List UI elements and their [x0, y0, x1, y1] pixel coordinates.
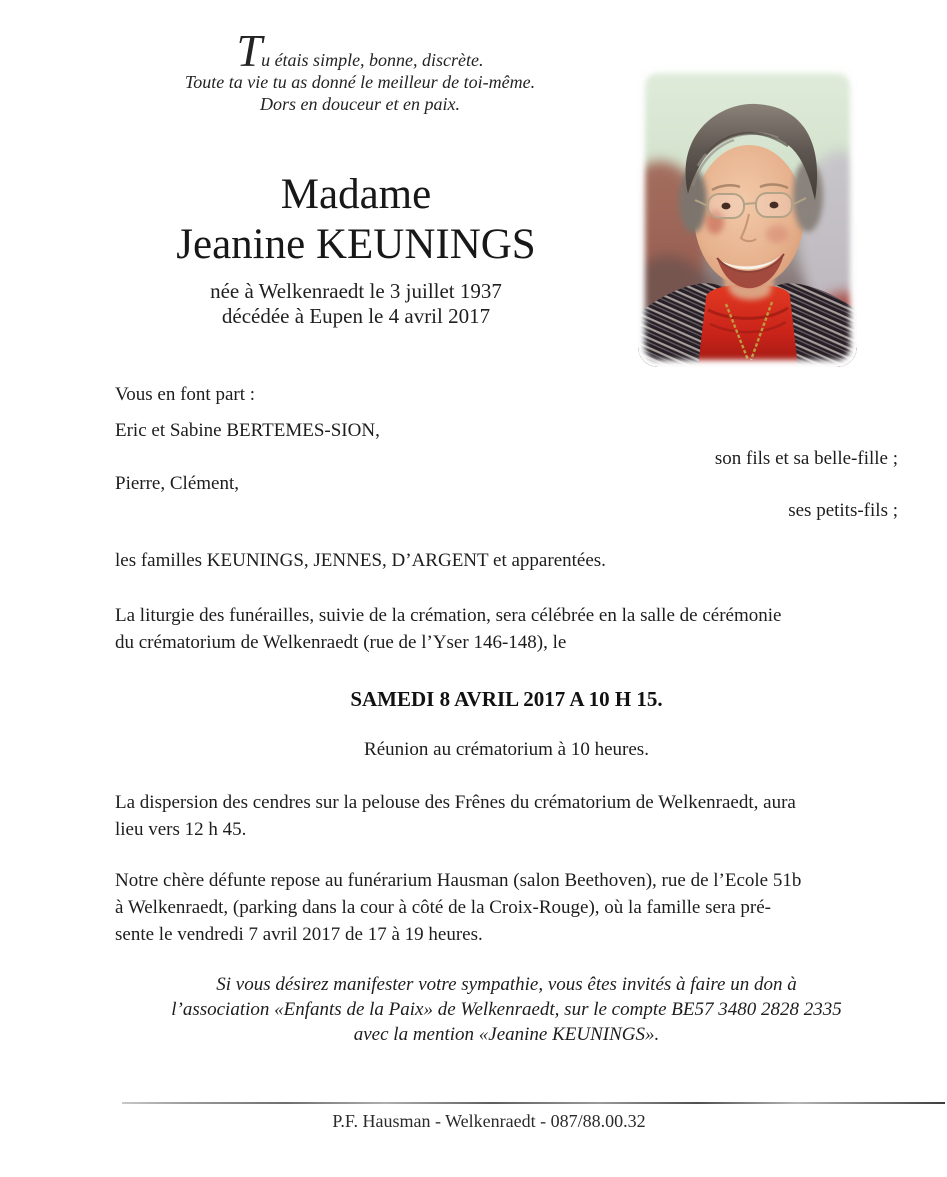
portrait-photo — [638, 66, 857, 367]
liturgy-paragraph — [115, 602, 898, 656]
deceased-name: Jeanine KEUNINGS — [176, 221, 536, 268]
donation-line-2: l’association «Enfants de la Paix» de Welkenraedt, sur le compte BE57 3480 2828 2335 — [171, 999, 842, 1020]
birth-line: née à Welkenraedt le 3 juillet 1937 — [210, 279, 502, 303]
death-line: décédée à Eupen le 4 avril 2017 — [221, 304, 491, 328]
family-names-1: Eric et Sabine BERTEMES-SION, — [115, 420, 380, 441]
donation-paragraph — [115, 972, 898, 1047]
families-line: les familles KEUNINGS, JENNES, D’ARGENT et apparentées. — [115, 550, 606, 571]
epitaph-line-1-text: u étais simple, bonne, discrète. — [261, 50, 484, 70]
visitation-line-2: à Welkenraedt, (parking dans la cour à côté de la Croix-Rouge), où la famille sera pré- — [115, 897, 771, 918]
funeral-home-line: P.F. Hausman - Welkenraedt - 087/88.00.32 — [332, 1111, 646, 1131]
ceremony-date: SAMEDI 8 AVRIL 2017 A 10 H 15. — [350, 687, 663, 711]
visitation-paragraph — [115, 867, 898, 948]
visitation-line-1: Notre chère défunte repose au funérarium Hausman (salon Beethoven), rue de l’Ecole 51b — [115, 870, 802, 891]
meeting-line: Réunion au crématorium à 10 heures. — [364, 739, 649, 760]
liturgy-line-2: du crématorium de Welkenraedt (rue de l’Yser 146-148), le — [115, 632, 567, 653]
dispersion-paragraph — [115, 789, 898, 843]
epitaph-line-3: Dors en douceur et en paix. — [260, 94, 460, 114]
visitation-line-3: sente le vendredi 7 avril 2017 de 17 à 19 heures. — [115, 924, 483, 945]
epitaph — [115, 25, 605, 115]
donation-line-3: avec la mention «Jeanine KEUNINGS». — [353, 1024, 660, 1045]
donation-line-1: Si vous désirez manifester votre sympathie, vous êtes invités à faire un don à — [216, 974, 797, 995]
deceased-honorific: Madame — [280, 171, 432, 218]
dispersion-line-2: lieu vers 12 h 45. — [115, 819, 247, 840]
family-relation-1: son fils et sa belle-fille ; — [714, 448, 898, 469]
title-block — [115, 170, 597, 329]
family-names-2: Pierre, Clément, — [115, 473, 239, 494]
dispersion-line-1: La dispersion des cendres sur la pelouse des Frênes du crématorium de Welkenraedt, aura — [115, 792, 796, 813]
epitaph-initial: T — [236, 25, 262, 76]
epitaph-line-1 — [115, 25, 605, 76]
epitaph-line-2: Toute ta vie tu as donné le meilleur de toi-même. — [184, 72, 536, 92]
footer-divider — [122, 1102, 945, 1104]
portrait-photo-image — [638, 66, 857, 367]
family-relation-2: ses petits-fils ; — [788, 500, 898, 521]
intro-line: Vous en font part : — [115, 384, 256, 405]
liturgy-line-1: La liturgie des funérailles, suivie de la crémation, sera célébrée en la salle de cérémonie — [115, 605, 782, 626]
vital-dates — [115, 279, 597, 329]
